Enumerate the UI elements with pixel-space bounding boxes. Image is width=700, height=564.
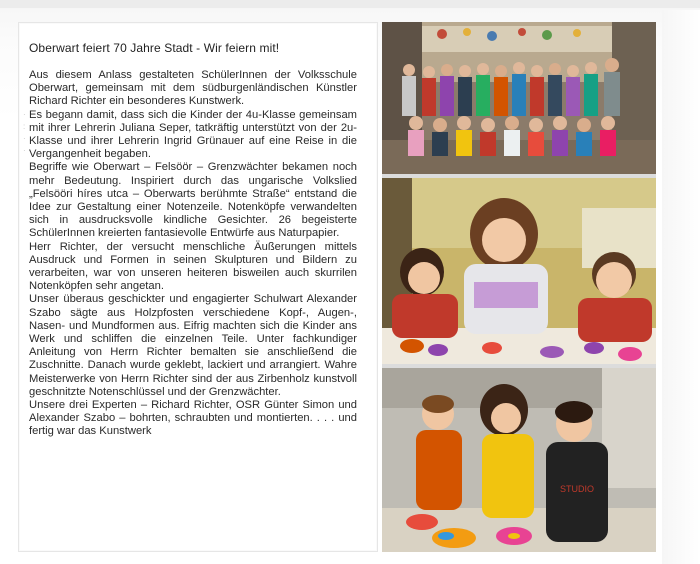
article-paragraph: Herr Richter, der versucht menschliche Äußerungen mittels Ausdruck und Formen in seinen Skulpturen und Bildern zu verarbeiten, war von unseren heiteren bisweilen auch skurrilen Notenköpfen sehr angetan. [29, 240, 357, 293]
middle-girl-figure [480, 384, 534, 518]
sweater-print: STUDIO [559, 484, 595, 494]
article-paragraph: Unser überaus geschickter und engagierter Schulwart Alexander Szabo sägte aus Holzpfosten verschiedene Kopf-, Augen-, Nasen- und Mundformen aus. Eifrig machten sich die Kinder ans Werk und schliffen die einzelnen Teile. Unter fachkundiger Anleitung von Herrn Richter bemalten sie anschließend die Zuschnitte. Danach wurde geklebt, lackiert und arrangiert. Wahre Meisterwerke von Herrn Richter sind der aus Zirbenholz kunstvoll geschnitzte Notenschlüssel und der Grenzwächter. [29, 293, 357, 398]
margin-marks: · : · · [23, 110, 26, 155]
group-photo [382, 22, 656, 174]
article-paragraph: Es begann damit, dass sich die Kinder der 4u-Klasse gemeinsam mit ihrer Lehrerin Juliana Seper, tatkräftig unterstützt von der 2u-Klasse und ihrer Lehrerin Ingrid Grünauer auf eine Reise in die Vergangenheit begaben. [29, 108, 357, 161]
photo-column [382, 22, 656, 552]
article-paragraph: Aus diesem Anlass gestalteten SchülerInnen der Volksschule Oberwart, gemeinsam mit dem südburgenländischen Künstler Richard Richter ein besonderes Kunstwerk. [29, 69, 357, 108]
children-front-row [408, 116, 616, 156]
article-body [29, 69, 357, 439]
workshop-photo [382, 368, 656, 552]
article-column [18, 22, 378, 552]
two-children-photo [382, 178, 656, 364]
article-paragraph: Unsere drei Experten – Richard Richter, OSR Günter Simon und Alexander Szabo – bohrten, schraubten und montierten. . . . und fertig war das Kunstwerk [29, 399, 357, 438]
scan-top-edge [0, 0, 700, 8]
article-paragraph: Begriffe wie Oberwart – Felsöör – Grenzwächter bekamen noch mehr Bedeutung. Inspiriert durch das ungarische Volkslied „Felsööri híres utca – Oberwarts berühmte Straße“ entstand die Idee zur Gestaltung einer Notenzeile. Notenköpfe verwandelten sich in ausdrucksvolle kindliche Gesichter. 26 begeisterte SchülerInnen kreierten fantasievolle Entwürfe aus Naturpapier. [29, 161, 357, 240]
article-headline: Oberwart feiert 70 Jahre Stadt - Wir feiern mit! [29, 41, 280, 55]
scan-right-edge [662, 10, 700, 564]
